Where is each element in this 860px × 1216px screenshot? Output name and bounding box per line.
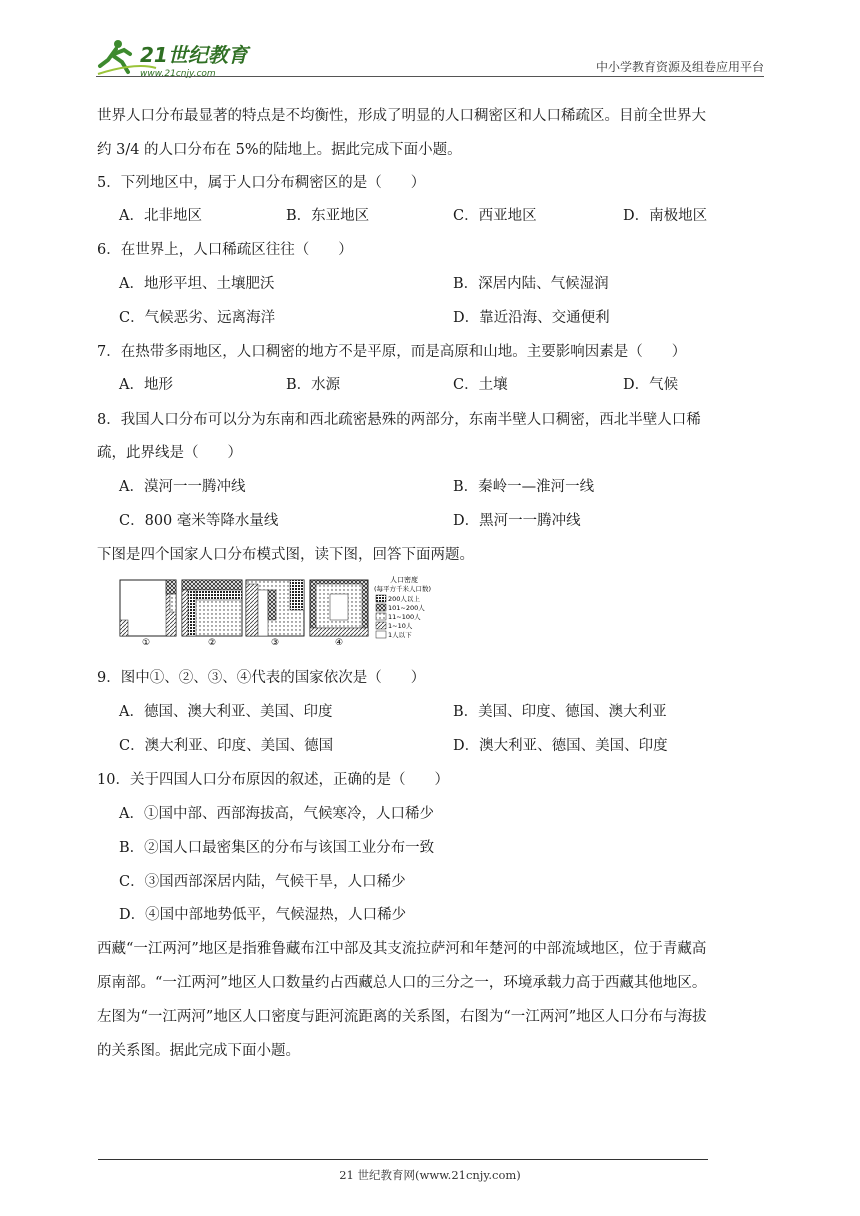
pattern-diagram [118, 576, 478, 646]
question-5-stem: 5．下列地区中，属于人口分布稠密区的是（ ） [97, 175, 426, 191]
platform-name: 中小学教育资源及组卷应用平台 [595, 60, 764, 74]
country-map-4 [310, 580, 368, 636]
intro-paragraph-line: 世界人口分布最显著的特点是不均衡性，形成了明显的人口稠密区和人口稀疏区。目前全世界大 [97, 108, 706, 124]
q9-option-a[interactable]: A．德国、澳大利亚、美国、印度 [119, 704, 333, 720]
q10-option-a[interactable]: A．①国中部、西部海拔高，气候寒冷，人口稀少 [119, 806, 434, 822]
intro-paragraph-line: 原南部。“一江两河”地区人口数量约占西藏总人口的三分之一，环境承载力高于西藏其他地区。 [97, 975, 707, 991]
q7-option-b[interactable]: B．水源 [286, 377, 341, 393]
q7-option-d[interactable]: D．气候 [623, 377, 679, 393]
q6-option-a[interactable]: A．地形平坦、土壤肥沃 [119, 276, 275, 292]
intro-paragraph-line: 的关系图。据此完成下面小题。 [97, 1043, 300, 1059]
page-header [96, 28, 764, 80]
q5-option-c[interactable]: C．西亚地区 [453, 208, 537, 224]
map-label-4: ④ [334, 638, 344, 646]
figure-intro: 下图是四个国家人口分布模式图，读下图，回答下面两题。 [97, 547, 474, 563]
footer-divider [98, 1159, 708, 1160]
legend-subtitle: (每平方千米人口数) [374, 585, 432, 593]
page-footer: 21 世纪教育网(www.21cnjy.com) [339, 1168, 521, 1182]
svg-text:21世纪教育: 21世纪教育 [140, 43, 248, 67]
legend-item: 1人以下 [388, 631, 412, 639]
q8-option-a[interactable]: A．漠河一一腾冲线 [119, 479, 246, 495]
question-9-stem: 9．图中①、②、③、④代表的国家依次是（ ） [97, 670, 426, 686]
question-8-stem-cont: 疏，此界线是（ ） [97, 445, 242, 461]
q5-option-d[interactable]: D．南极地区 [623, 208, 708, 224]
q6-option-c[interactable]: C．气候恶劣、远离海洋 [119, 310, 276, 326]
intro-paragraph-line: 西藏“一江两河”地区是指雅鲁藏布江中部及其支流拉萨河和年楚河的中部流域地区，位于青藏高 [97, 941, 707, 957]
q10-option-d[interactable]: D．④国中部地势低平，气候湿热，人口稀少 [119, 907, 407, 923]
question-6-stem: 6．在世界上，人口稀疏区往往（ ） [97, 242, 353, 258]
q5-option-a[interactable]: A．北非地区 [119, 208, 202, 224]
country-map-2 [182, 580, 242, 636]
legend-item: 11~100人 [388, 613, 421, 621]
logo [96, 36, 266, 78]
q9-option-c[interactable]: C．澳大利亚、印度、美国、德国 [119, 738, 334, 754]
question-7-stem: 7．在热带多雨地区，人口稠密的地方不是平原，而是高原和山地。主要影响因素是（ ） [97, 344, 687, 360]
q5-option-b[interactable]: B．东亚地区 [286, 208, 370, 224]
country-map-1 [120, 580, 176, 636]
legend-item: 200人以上 [388, 595, 420, 603]
question-8-stem: 8．我国人口分布可以分为东南和西北疏密悬殊的两部分，东南半壁人口稠密，西北半壁人口稀 [97, 412, 701, 428]
q10-option-c[interactable]: C．③国西部深居内陆，气候干旱，人口稀少 [119, 874, 406, 890]
intro-paragraph-line: 约 3/4 的人口分布在 5%的陆地上。据此完成下面小题。 [97, 142, 462, 158]
intro-paragraph-line: 左图为“一江两河”地区人口密度与距河流距离的关系图，右图为“一江两河”地区人口分布与海拔 [97, 1009, 707, 1025]
svg-text:www.21cnjy.com: www.21cnjy.com [140, 69, 216, 78]
country-map-3 [246, 580, 304, 636]
question-10-stem: 10．关于四国人口分布原因的叙述，正确的是（ ） [97, 772, 449, 788]
map-label-1: ① [141, 638, 151, 646]
q8-option-d[interactable]: D．黑河一一腾冲线 [453, 513, 581, 529]
legend [374, 576, 431, 639]
q7-option-a[interactable]: A．地形 [119, 377, 173, 393]
q10-option-b[interactable]: B．②国人口最密集区的分布与该国工业分布一致 [119, 840, 435, 856]
q9-option-b[interactable]: B．美国、印度、德国、澳大利亚 [453, 704, 667, 720]
map-label-3: ③ [270, 638, 280, 646]
legend-item: 1~10人 [388, 622, 413, 630]
q8-option-b[interactable]: B．秦岭一—淮河一线 [453, 479, 595, 495]
logo-graphic [96, 36, 266, 78]
q6-option-b[interactable]: B．深居内陆、气候湿润 [453, 276, 609, 292]
population-pattern-figure [118, 576, 478, 646]
map-label-2: ② [207, 638, 217, 646]
q8-option-c[interactable]: C．800 毫米等降水量线 [119, 513, 279, 529]
legend-item: 101~200人 [388, 604, 425, 612]
q9-option-d[interactable]: D．澳大利亚、德国、美国、印度 [453, 738, 668, 754]
legend-title: 人口密度 [390, 576, 418, 584]
header-divider [96, 76, 764, 77]
q6-option-d[interactable]: D．靠近沿海、交通便利 [453, 310, 610, 326]
q7-option-c[interactable]: C．土壤 [453, 377, 508, 393]
